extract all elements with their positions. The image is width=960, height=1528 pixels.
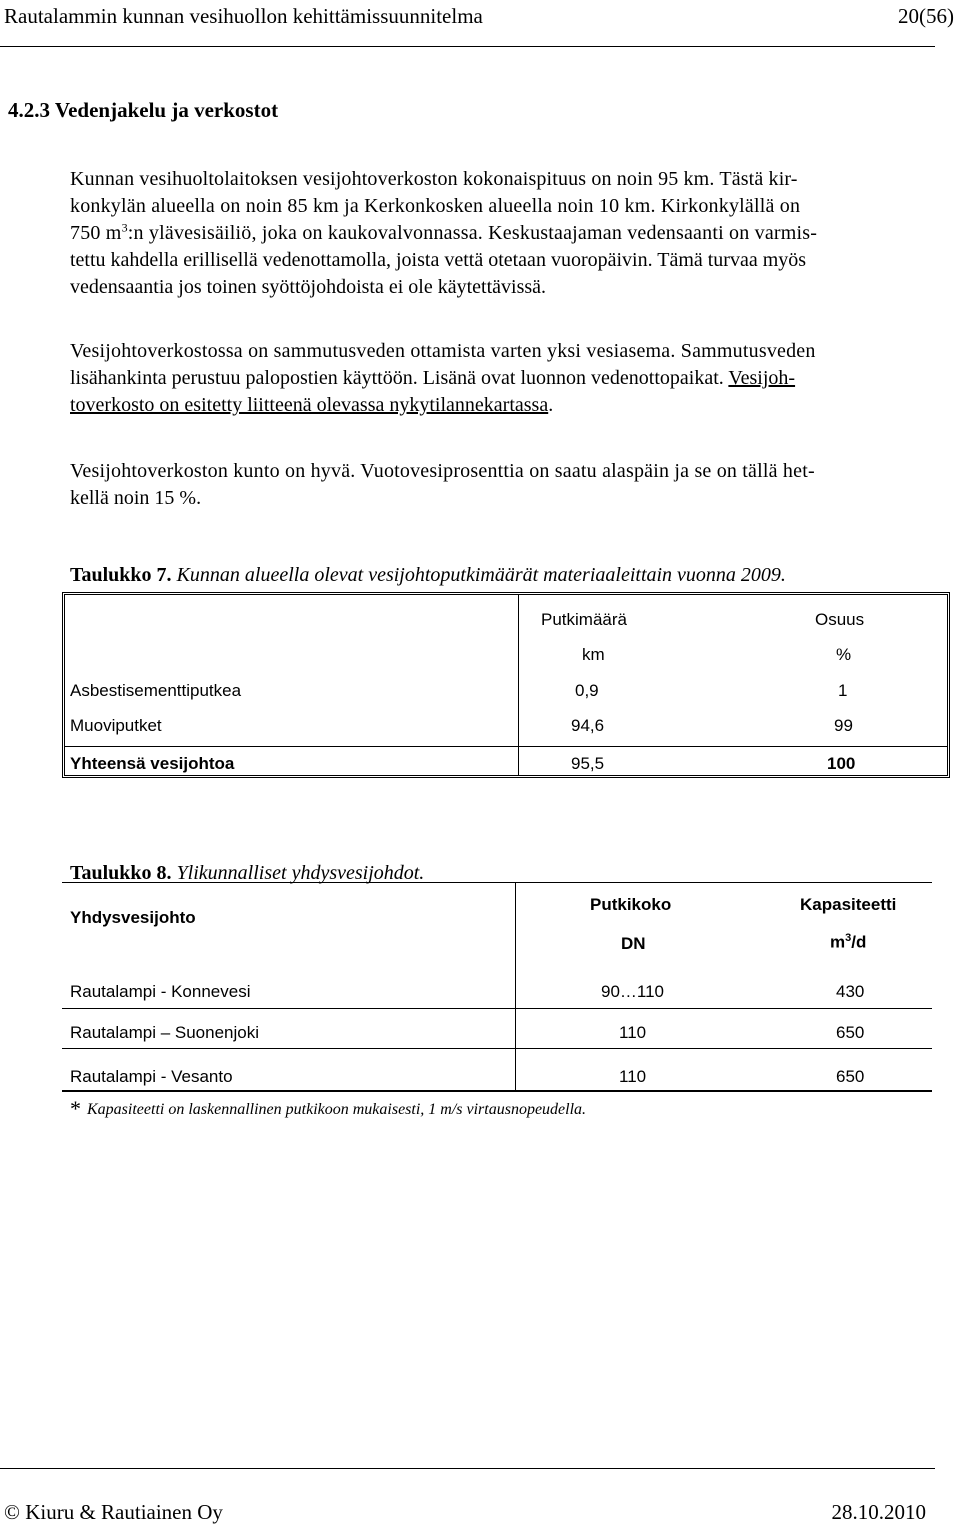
table7-row-name: Muoviputket	[70, 716, 162, 735]
table-divider	[518, 595, 519, 775]
footnote-mark: *	[70, 1096, 81, 1121]
table7-row-amount: 94,6	[571, 716, 605, 735]
table-divider	[62, 1008, 932, 1009]
table8-col2-unit	[830, 932, 866, 953]
unit-text: m	[830, 932, 846, 952]
text-line: kellä noin 15 %.	[70, 487, 202, 509]
table-divider	[62, 1090, 932, 1092]
unit-text: /d	[851, 932, 867, 952]
table7	[62, 592, 950, 778]
footnote-text: Kapasiteetti on laskennallinen putkikoon mukaisesti, 1 m/s virtausnopeudella.	[87, 1101, 587, 1118]
text-span: :n ylävesisäiliö, joka on kaukovalvonnassa. Keskustaajaman vedensaanti on varmis-	[127, 222, 818, 244]
table7-total-amount: 95,5	[571, 754, 605, 773]
table-divider	[65, 746, 947, 747]
table7-caption	[70, 564, 786, 587]
text-line: Vesijohtoverkostossa on sammutusveden ottamista varten yksi vesiasema. Sammutusveden	[70, 340, 816, 362]
table8-caption-text: Ylikunnalliset yhdysvesijohdot.	[176, 862, 425, 884]
footer-copyright: © Kiuru & Rautiainen Oy	[4, 1500, 223, 1524]
table8-col1-unit: DN	[621, 934, 646, 953]
table8-row-size: 110	[619, 1023, 647, 1042]
table8-row-capacity: 650	[836, 1067, 865, 1086]
table8-col0-header: Yhdysvesijohto	[70, 908, 196, 927]
paragraph-network-length	[70, 166, 938, 301]
table8	[62, 882, 950, 1092]
table-divider	[62, 1048, 932, 1049]
text-line: Kunnan vesihuoltolaitoksen vesijohtoverkoston kokonaispituus on noin 95 km. Tästä kir-	[70, 168, 798, 190]
text-line	[70, 365, 938, 392]
text-span: 750 m	[70, 222, 122, 244]
text-line: vedensaantia jos toinen syöttöjohdoista ei ole käytettävissä.	[70, 276, 547, 298]
text-span: .	[548, 394, 554, 416]
table8-row-name: Rautalampi - Vesanto	[70, 1067, 233, 1086]
table8-row-capacity: 430	[836, 982, 865, 1001]
table7-col1-unit: km	[582, 645, 605, 664]
table-divider	[62, 882, 932, 883]
table7-row-name: Asbestisementtiputkea	[70, 681, 242, 700]
table7-total-share: 100	[827, 754, 856, 773]
table8-col1-header: Putkikoko	[590, 895, 672, 914]
footer-date: 28.10.2010	[831, 1500, 926, 1524]
table7-col2-unit: %	[836, 645, 852, 664]
header-rule	[0, 46, 935, 47]
superscript: 3	[845, 932, 852, 944]
table7-col1-header: Putkimäärä	[541, 610, 627, 629]
text-line: tettu kahdella erillisellä vedenottamolla, joista vettä otetaan vuoropäivin. Tämä turvaa myös	[70, 249, 807, 271]
table-divider	[515, 882, 516, 1092]
text-line: konkylän alueella on noin 85 km ja Kerkonkosken alueella noin 10 km. Kirkonkylällä on	[70, 195, 801, 217]
footer-rule	[0, 1468, 935, 1469]
text-line: Vesijohtoverkoston kunto on hyvä. Vuotovesiprosenttia on saatu alaspäin ja se on tällä het-	[70, 460, 815, 482]
table8-row-name: Rautalampi – Suonenjoki	[70, 1023, 260, 1042]
table7-row-amount: 0,9	[575, 681, 599, 700]
table7-row-share: 1	[838, 681, 848, 700]
table7-col2-header: Osuus	[815, 610, 865, 629]
table7-caption-text: Kunnan alueella olevat vesijohtoputkimäärät materiaaleittain vuonna 2009.	[176, 564, 786, 586]
table8-row-size: 90…110	[601, 982, 665, 1001]
table8-col2-header: Kapasiteetti	[800, 895, 897, 914]
document-title: Rautalammin kunnan vesihuollon kehittämissuunnitelma	[4, 4, 483, 28]
table8-row-name: Rautalampi - Konnevesi	[70, 982, 251, 1001]
text-line	[70, 220, 938, 247]
table8-row-capacity: 650	[836, 1023, 865, 1042]
underlined-text: toverkosto on esitetty liitteenä olevassa nykytilannekartassa	[70, 394, 549, 416]
table7-row-share: 99	[834, 716, 853, 735]
section-heading: 4.2.3 Vedenjakelu ja verkostot	[8, 98, 279, 122]
superscript: 3	[121, 220, 128, 235]
paragraph-fire-water	[70, 338, 938, 419]
text-line	[70, 392, 938, 419]
table8-caption-label: Taulukko 8.	[70, 862, 172, 884]
paragraph-network-condition	[70, 458, 938, 512]
underlined-text: Vesijoh-	[728, 367, 796, 389]
table7-total-name: Yhteensä vesijohtoa	[70, 754, 235, 773]
table8-row-size: 110	[619, 1067, 647, 1086]
page-number: 20(56)	[898, 4, 954, 28]
table8-footnote	[70, 1096, 586, 1122]
table7-caption-label: Taulukko 7.	[70, 564, 172, 586]
text-span: lisähankinta perustuu palopostien käyttöön. Lisänä ovat luonnon vedenottopaikat.	[70, 367, 729, 389]
